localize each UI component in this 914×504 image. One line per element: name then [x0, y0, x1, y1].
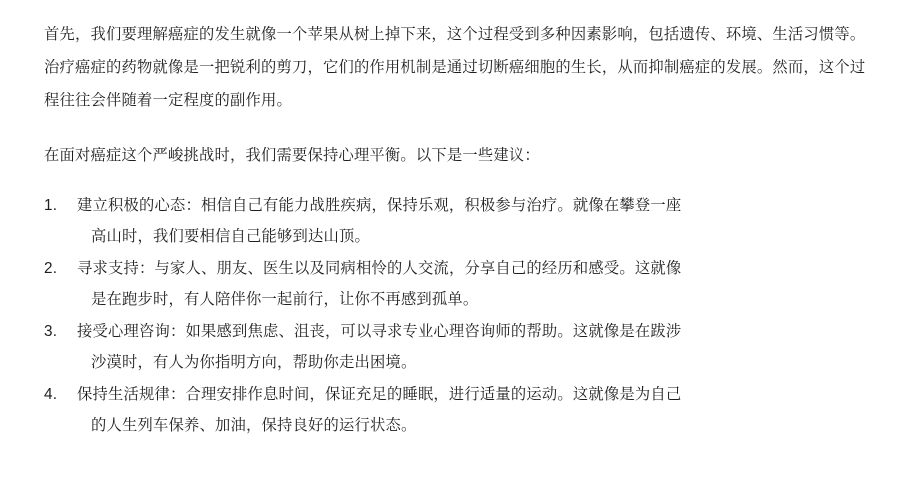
list-item-line1: 如果感到焦虑、沮丧，可以寻求专业心理咨询师的帮助。这就像是在跋涉 — [185, 323, 682, 340]
list-item-line1: 相信自己有能力战胜疾病，保持乐观，积极参与治疗。就像在攀登一座 — [200, 197, 682, 214]
paragraph-advice-lead: 在面对癌症这个严峻挑战时，我们需要保持心理平衡。以下是一些建议： — [44, 147, 540, 164]
list-item-line2: 沙漠时，有人为你指明方向，帮助你走出困境。 — [91, 354, 417, 371]
list-item — [44, 379, 870, 441]
list-item-number: 2. — [44, 260, 58, 277]
list-item-line1: 与家人、朋友、医生以及同病相怜的人交流，分享自己的经历和感受。这就像 — [154, 260, 682, 277]
advice-list — [44, 190, 870, 441]
paragraph-intro: 首先，我们要理解癌症的发生就像一个苹果从树上掉下来，这个过程受到多种因素影响，包括遗传、环境、生活习惯等。治疗癌症的药物就像是一把锐利的剪刀，它们的作用机制是通过切断癌细胞的生长，从而抑制癌症的发展。然而，这个过程往往会伴随着一定程度的副作用。 — [44, 26, 866, 109]
list-item-text — [77, 316, 870, 378]
list-item-text — [77, 253, 870, 315]
list-item-text — [77, 379, 870, 441]
list-item-title: 接受心理咨询： — [77, 323, 186, 340]
list-item-title: 寻求支持： — [77, 260, 155, 277]
list-item — [44, 316, 870, 378]
list-item-line1: 合理安排作息时间，保证充足的睡眠，进行适量的运动。这就像是为自己 — [185, 386, 682, 403]
list-item-line2: 是在跑步时，有人陪伴你一起前行，让你不再感到孤单。 — [91, 291, 479, 308]
list-item-title: 保持生活规律： — [77, 386, 186, 403]
list-item — [44, 190, 870, 252]
list-item-line2: 的人生列车保养、加油，保持良好的运行状态。 — [91, 417, 417, 434]
list-item-number: 3. — [44, 323, 58, 340]
list-item-number: 4. — [44, 386, 58, 403]
list-item — [44, 253, 870, 315]
list-item-number: 1. — [44, 197, 58, 214]
list-item-line2: 高山时，我们要相信自己能够到达山顶。 — [91, 228, 370, 245]
list-item-text — [77, 190, 870, 252]
list-item-title: 建立积极的心态： — [77, 197, 201, 214]
